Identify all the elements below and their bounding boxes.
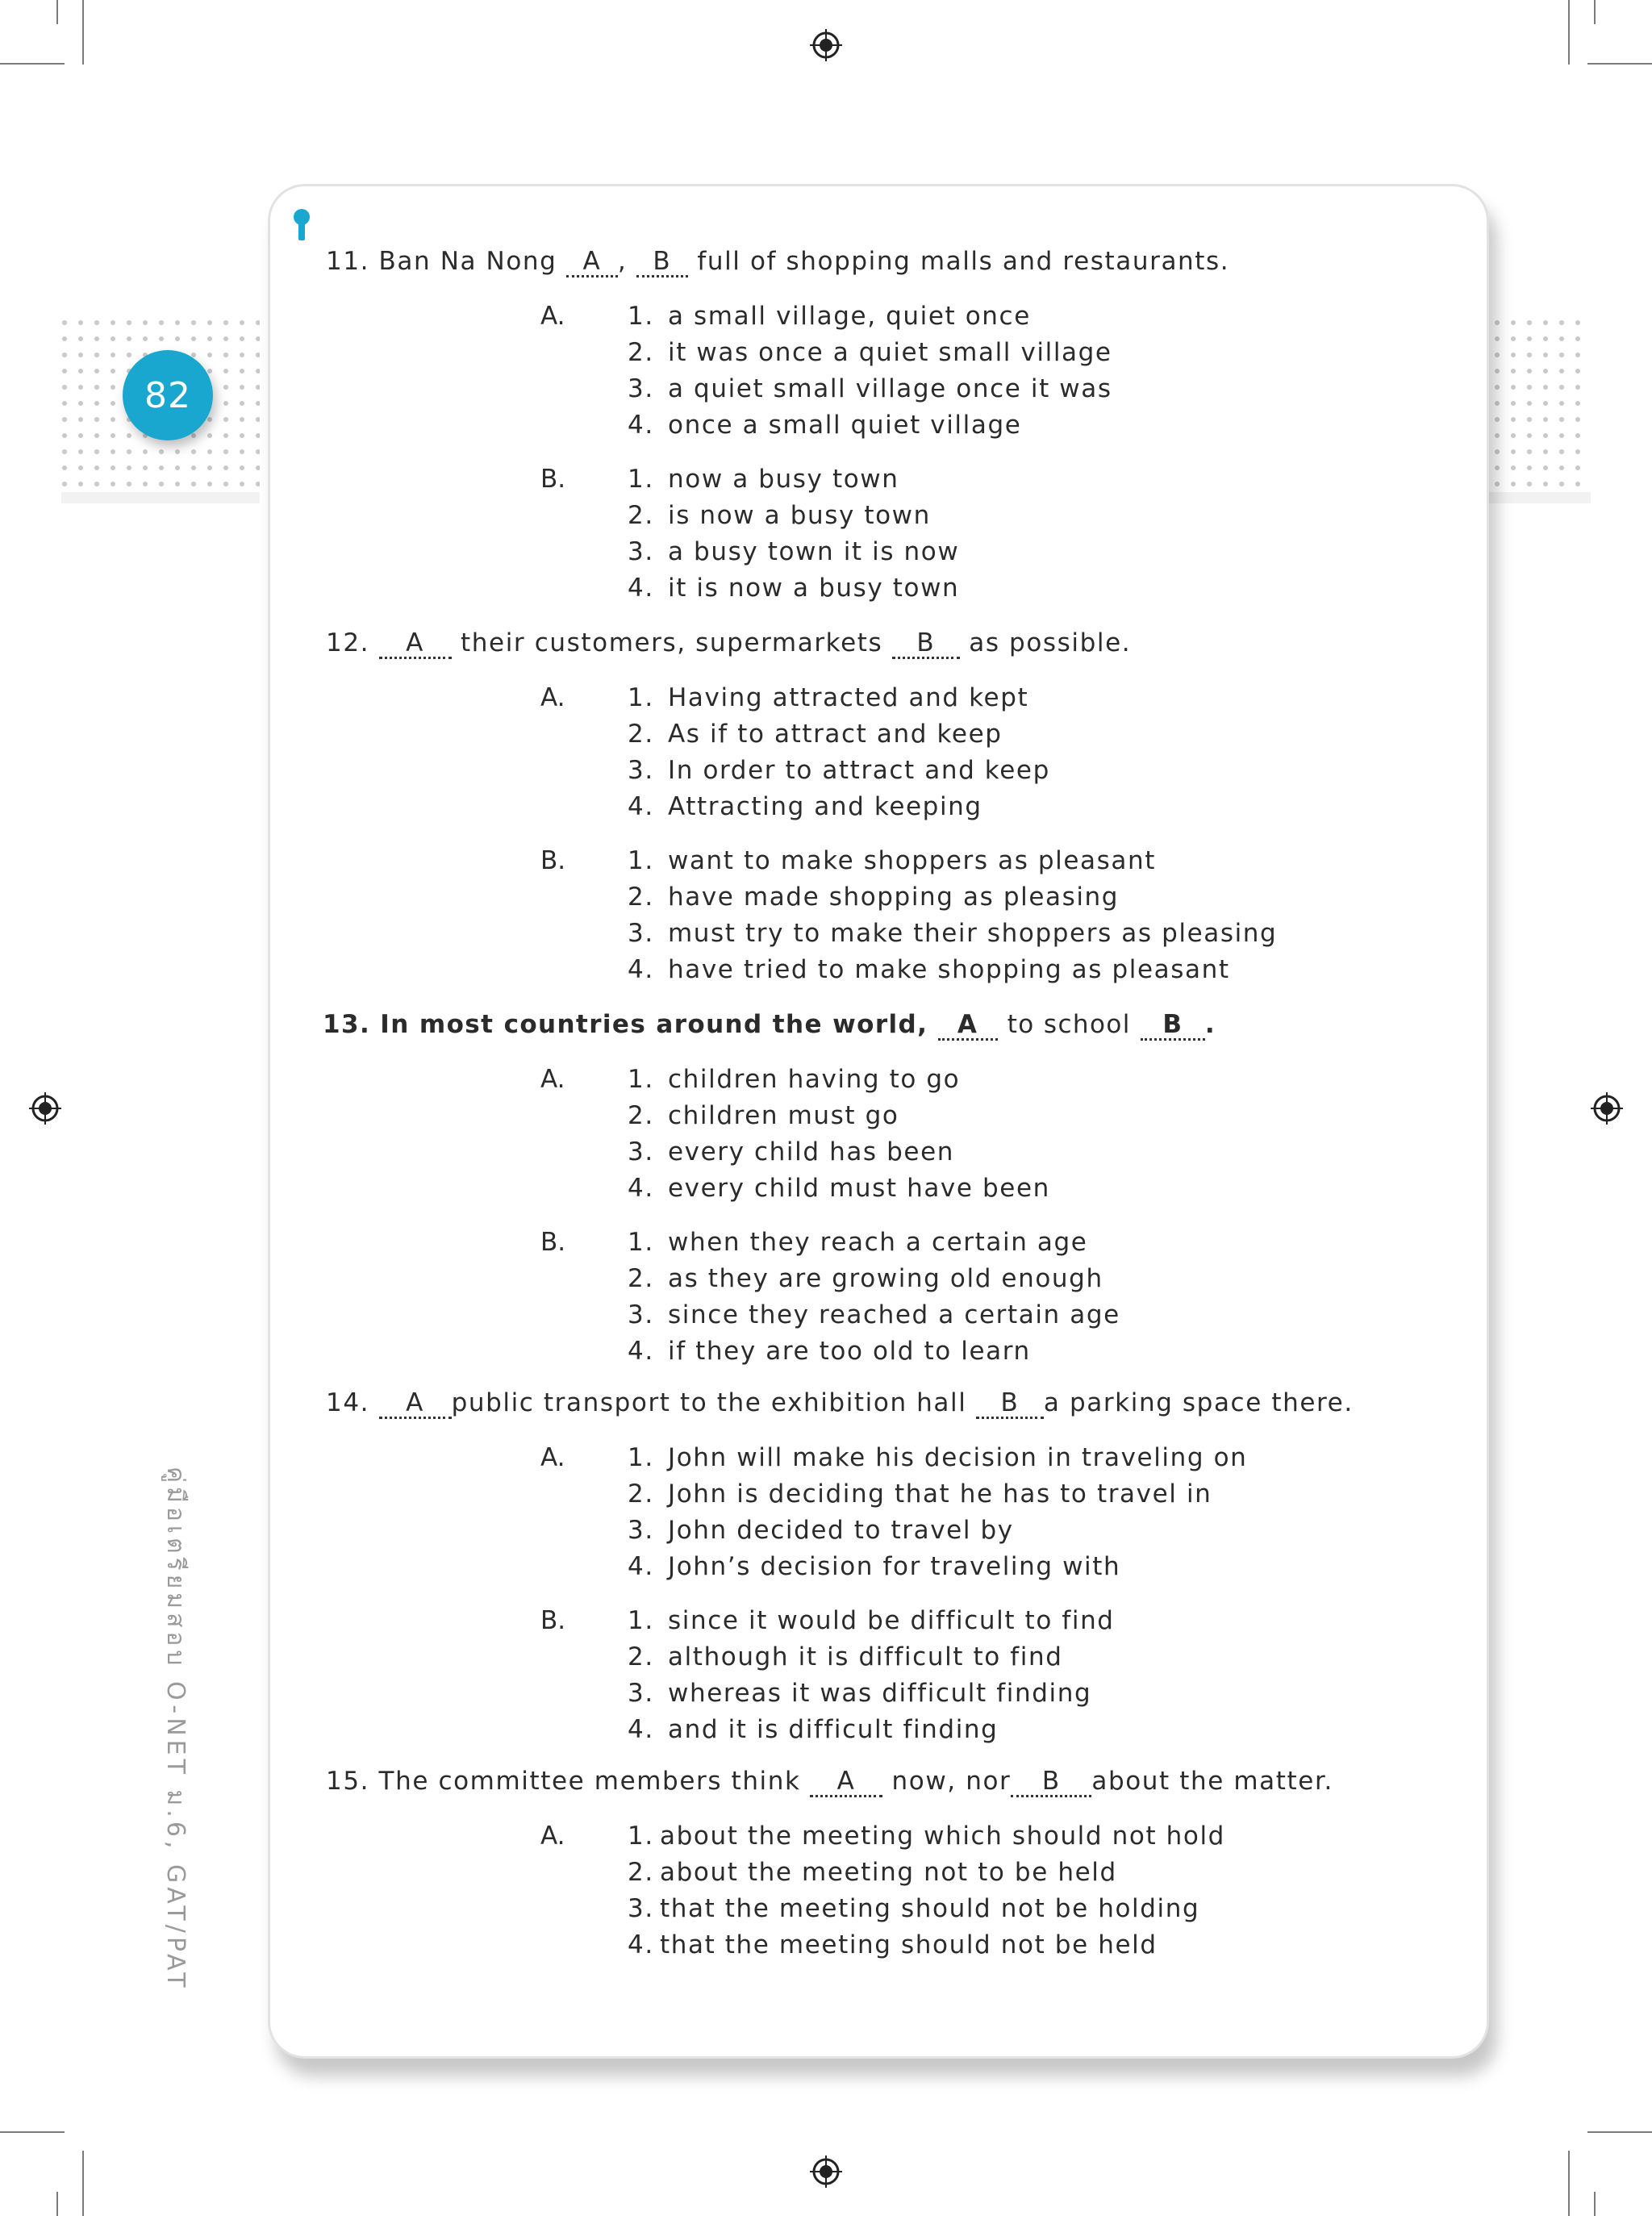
question-text: their customers, supermarkets [461, 628, 883, 657]
question-text: full of shopping malls and restaurants. [697, 247, 1230, 276]
question-text: 13. In most countries around the world, [323, 1010, 928, 1039]
blank-a: A [379, 1390, 452, 1419]
blank-a: A [810, 1768, 882, 1797]
question-text: a parking space there. [1043, 1388, 1354, 1417]
question-text: now, nor [891, 1767, 1012, 1796]
option-item: 3. since they reached a certain age [628, 1300, 1120, 1329]
option-item: 4. have tried to make shopping as pleasant [628, 955, 1230, 984]
option-item: 3. every child has been [628, 1137, 955, 1166]
registration-mark-icon [810, 29, 842, 61]
option-item: 4. Attracting and keeping [628, 792, 982, 821]
option-item: 4. that the meeting should not be held [628, 1930, 1158, 1959]
question-text: as possible. [969, 628, 1132, 657]
crop-mark [56, 0, 58, 24]
registration-mark-icon [810, 2155, 842, 2188]
option-item: 2. about the meeting not to be held [628, 1858, 1117, 1887]
crop-mark [1568, 2151, 1570, 2216]
keyhole-icon [292, 208, 311, 242]
blank-b: B [892, 630, 960, 659]
option-item: 4. if they are too old to learn [628, 1337, 1031, 1366]
option-item: 2. as they are growing old enough [628, 1264, 1103, 1293]
option-item: 4. once a small quiet village [628, 411, 1022, 440]
option-item: 4. every child must have been [628, 1174, 1050, 1203]
blank-b: B [1141, 1012, 1205, 1041]
option-item: 1. now a busy town [628, 465, 899, 494]
option-group-label: B. [540, 465, 566, 494]
option-item: 4. and it is difficult finding [628, 1715, 999, 1744]
option-item: 3. John decided to travel by [628, 1516, 1014, 1545]
option-item: 3. must try to make their shoppers as pleasing [628, 919, 1278, 948]
option-item: 1. Having attracted and kept [628, 683, 1029, 712]
question-text: public transport to the exhibition hall [451, 1388, 967, 1417]
option-item: 2. children must go [628, 1101, 899, 1130]
question-14 [326, 1388, 1354, 1419]
blank-b: B [636, 248, 688, 278]
option-item: 2. is now a busy town [628, 501, 931, 530]
option-group-label: B. [540, 1228, 566, 1257]
question-text: to school [1007, 1010, 1131, 1039]
option-item: 3. a quiet small village once it was [628, 374, 1112, 403]
registration-mark-icon [1591, 1092, 1623, 1125]
option-item: 2. As if to attract and keep [628, 720, 1003, 749]
crop-mark [1587, 2131, 1652, 2133]
question-text: , [617, 247, 628, 276]
option-item: 1. want to make shoppers as pleasant [628, 846, 1157, 875]
crop-mark [82, 2151, 84, 2216]
crop-mark [0, 2131, 65, 2133]
question-12 [326, 628, 1131, 659]
question-text: about the matter. [1091, 1767, 1333, 1796]
page-number-badge: 82 [123, 350, 213, 440]
option-item: 1. about the meeting which should not hold [628, 1822, 1225, 1851]
question-13 [323, 1010, 1216, 1041]
option-group-label: B. [540, 846, 566, 875]
crop-mark [1568, 0, 1570, 65]
option-item: 1. since it would be difficult to find [628, 1606, 1115, 1635]
option-item: 3. that the meeting should not be holding [628, 1894, 1200, 1923]
blank-b: B [976, 1390, 1044, 1419]
question-15 [326, 1767, 1333, 1797]
blank-a: A [566, 248, 618, 278]
option-item: 4. it is now a busy town [628, 574, 960, 603]
question-11 [326, 247, 1229, 278]
blank-a: A [379, 630, 452, 659]
option-group-label: A. [540, 1822, 565, 1851]
crop-mark [1594, 0, 1596, 24]
question-text: 12. [326, 628, 370, 657]
option-item: 1. when they reach a certain age [628, 1228, 1088, 1257]
option-item: 2. although it is difficult to find [628, 1642, 1063, 1671]
option-item: 2. John is deciding that he has to travel in [628, 1479, 1212, 1509]
blank-b: B [1011, 1768, 1091, 1797]
question-text: 11. Ban Na Nong [326, 247, 557, 276]
option-item: 3. In order to attract and keep [628, 756, 1050, 785]
option-item: 2. it was once a quiet small village [628, 338, 1112, 367]
question-text: . [1204, 1010, 1216, 1039]
crop-mark [1587, 63, 1652, 65]
option-group-label: A. [540, 683, 565, 712]
option-group-label: A. [540, 1065, 565, 1094]
crop-mark [1594, 2192, 1596, 2216]
option-item: 2. have made shopping as pleasing [628, 883, 1120, 912]
crop-mark [56, 2192, 58, 2216]
side-book-title: คู่มือเตรียมสอบ O-NET ม.6, GAT/PAT [161, 1467, 190, 1992]
crop-mark [0, 63, 65, 65]
option-item: 1. children having to go [628, 1065, 961, 1094]
dot-pattern-right [1486, 319, 1591, 507]
question-text: 15. The committee members think [326, 1767, 801, 1796]
registration-mark-icon [29, 1092, 61, 1125]
option-group-label: A. [540, 1443, 565, 1472]
option-group-label: B. [540, 1606, 566, 1635]
option-item: 3. a busy town it is now [628, 537, 960, 566]
crop-mark [82, 0, 84, 65]
option-item: 4. John’s decision for traveling with [628, 1552, 1121, 1581]
option-item: 1. John will make his decision in traveling on [628, 1443, 1248, 1472]
option-item: 3. whereas it was difficult finding [628, 1679, 1092, 1708]
blank-a: A [938, 1012, 998, 1041]
option-group-label: A. [540, 302, 565, 331]
option-item: 1. a small village, quiet once [628, 302, 1031, 331]
question-text: 14. [326, 1388, 370, 1417]
